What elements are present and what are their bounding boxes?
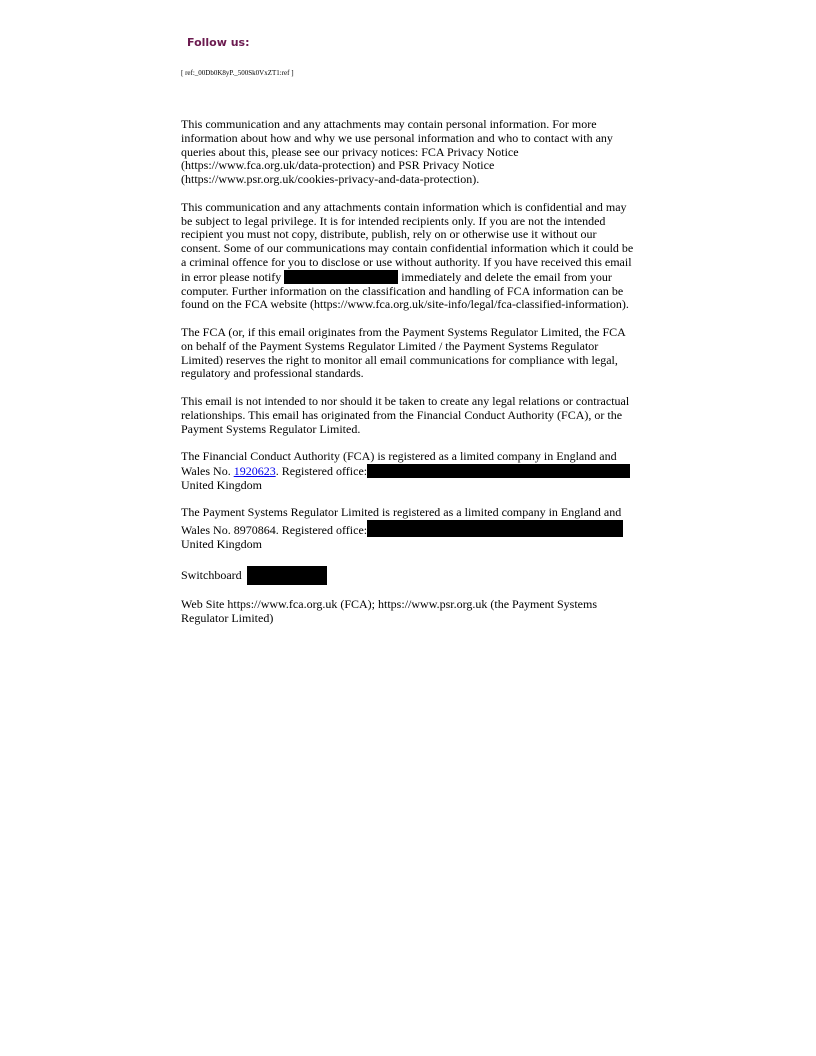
redacted-fca-address-block — [367, 464, 630, 478]
fca-registered-office-label: . Registered office: — [275, 463, 368, 478]
legal-relations-paragraph: This email is not intended to nor should it be taken to create any legal relations or contractual relationships. This email has originated from the Financial Conduct Authority (FCA), or the Payment Systems Regulator Limited. — [181, 393, 630, 436]
switchboard-line — [181, 566, 637, 585]
redacted-switchboard-number-block — [247, 566, 327, 585]
follow-us-heading: Follow us: — [187, 36, 250, 49]
fca-registration-paragraph — [181, 450, 637, 492]
psr-registration-paragraph — [181, 506, 637, 551]
confidentiality-paragraph — [181, 201, 637, 312]
redacted-contact-block — [284, 270, 398, 284]
website-paragraph: Web Site https://www.fca.org.uk (FCA); https://www.psr.org.uk (the Payment Systems Regulator Limited) — [181, 597, 598, 626]
confidentiality-text-start: This communication and any attachments contain information which is confidential and may be subject to legal privilege. It is for intended recipients only. If you are not the intended recipient you must not copy, distribute, publish, rely on or otherwise use it without our consent. Some of our communications may contain confidential information which it could be a criminal offence for you to disclose or use without authority. If you have received this email in error please notify — [181, 199, 634, 284]
redacted-psr-address-block — [367, 520, 623, 537]
reference-code: [ ref:_00Db0K8yP._500Sk0VxZT1:ref ] — [181, 69, 294, 77]
fca-country: United Kingdom — [181, 477, 262, 492]
disclaimer-body — [181, 118, 637, 640]
switchboard-label: Switchboard — [181, 567, 242, 582]
monitoring-paragraph: The FCA (or, if this email originates from the Payment Systems Regulator Limited, the FCA on behalf of the Payment Systems Regulator Limited / the Payment Systems Regulator Limited) reserves the right to monitor all email communications for compliance with legal, regulatory and professional standards. — [181, 324, 626, 381]
confidentiality-text-end: immediately and delete the email from your computer. Further information on the classification and handling of FCA information can be found on the FCA website (https://www.fca.org.uk/site-info/legal/fca-classified-information). — [181, 269, 629, 312]
privacy-paragraph: This communication and any attachments may contain personal information. For more information about how and why we use personal information and who to contact with any queries about this, please see our privacy notices: FCA Privacy Notice (https://www.fca.org.uk/data-protection) and PSR Privacy Notice (https://www.psr.org.uk/cookies-privacy-and-data-protection). — [181, 117, 613, 187]
psr-country: United Kingdom — [181, 536, 262, 551]
psr-registration-text: The Payment Systems Regulator Limited is registered as a limited company in England and Wales No. 8970864. Registered office: — [181, 505, 622, 538]
fca-company-number-link[interactable]: 1920623 — [233, 463, 276, 478]
fca-registration-text: The Financial Conduct Authority (FCA) is registered as a limited company in England and Wales No. — [181, 449, 617, 478]
